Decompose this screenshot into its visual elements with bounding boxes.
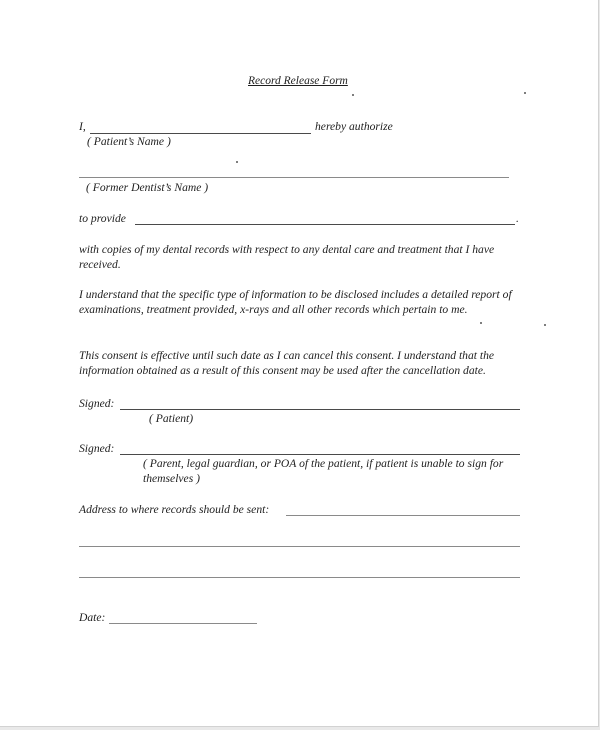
address-label: Address to where records should be sent: [79, 503, 270, 516]
consent-paragraph: This consent is effective until such date as I can cancel this consent. I understand that the information obtained as a result of this consent may be used after the cancellation date. [79, 349, 495, 377]
former-dentist-caption: ( Former Dentist’s Name ) [86, 181, 209, 194]
scan-speck [352, 94, 354, 96]
scan-speck [236, 161, 238, 163]
to-provide-line[interactable] [135, 224, 515, 225]
records-sentence: with copies of my dental records with respect to any dental care and treatment that I have received. [79, 243, 495, 271]
date-label: Date: [79, 611, 106, 624]
form-title: Record Release Form [248, 75, 348, 87]
address-line-3[interactable] [79, 577, 520, 578]
guardian-signature-line[interactable] [120, 454, 520, 455]
signed-label-guardian: Signed: [79, 442, 115, 455]
patient-caption: ( Patient) [149, 412, 194, 425]
to-provide-period: . [516, 212, 519, 225]
patient-name-caption: ( Patient’s Name ) [87, 135, 171, 148]
scan-speck [544, 324, 546, 326]
patient-signature-line[interactable] [120, 409, 520, 410]
scan-speck [480, 322, 482, 324]
signed-label-patient: Signed: [79, 397, 115, 410]
date-line[interactable] [109, 623, 257, 624]
guardian-caption: ( Parent, legal guardian, or POA of the patient, if patient is unable to sign for themselves ) [143, 457, 504, 485]
former-dentist-line[interactable] [79, 177, 509, 178]
scan-speck [524, 92, 526, 94]
hereby-authorize-text: hereby authorize [315, 120, 393, 133]
to-provide-label: to provide [79, 212, 126, 225]
address-line-1[interactable] [286, 515, 520, 516]
understand-paragraph: I understand that the specific type of information to be disclosed includes a detailed report of examinations, treatment provided, x-rays and all other records which pertain to me. [79, 288, 512, 316]
address-line-2[interactable] [79, 546, 520, 547]
patient-intro-label: I, [79, 120, 86, 133]
